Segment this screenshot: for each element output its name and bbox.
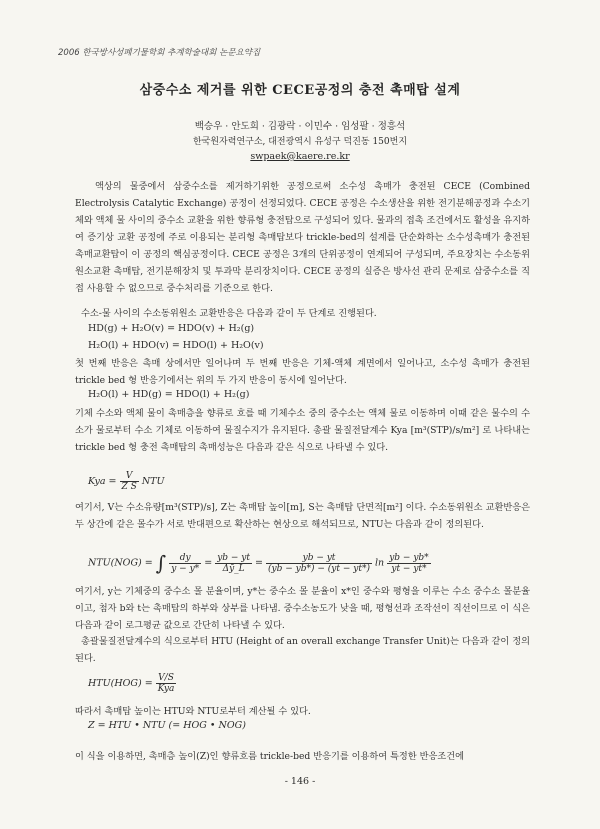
equation-3: H₂O(l) + HD(g) = HDO(l) + H₂(g) bbox=[88, 389, 250, 400]
eq5-integrand-num: dy bbox=[169, 553, 201, 564]
equation-2: H₂O(l) + HDO(v) = HDO(l) + H₂O(v) bbox=[88, 340, 264, 351]
eq6-numerator: V/S bbox=[156, 673, 177, 684]
eq5-integrand-den: y − y* bbox=[171, 563, 200, 574]
equation-z: Z = HTU • NTU (= HOG • NOG) bbox=[88, 720, 246, 731]
integral-sign-icon: ∫ bbox=[155, 551, 167, 575]
paragraph-mass-transfer: 기체 수소와 액체 물이 촉매층을 향류로 흐를 때 기체수소 중의 중수소는 액체 물로 이동하며 이때 같은 물수의 수소가 물로부터 수소 기체로 이동하여 물질수지가 유지된다. 총괄 물질전달계수 Kya [m³(STP)/s/m²] 로 나타내는 trickle bed 형 충전 촉매탑의 촉매성능은 다음과 같은 식으로 나타낼 수 있다. bbox=[75, 408, 530, 453]
paragraph-htu: 총괄물질전달계수의 식으로부터 HTU (Height of an overall exchange Transfer Unit)는 다음과 같이 정의된다. bbox=[75, 636, 530, 664]
affiliation: 한국원자력연구소, 대전광역시 유성구 덕진동 150번지 bbox=[192, 137, 408, 147]
eq5-ln: ln bbox=[375, 557, 385, 569]
paragraph-final: 이 식을 이용하면, 촉매층 높이(Z)인 향류흐름 trickle-bed 반응기를 이용하여 특정한 반응조건에 bbox=[75, 751, 464, 762]
author-list: 백승우 · 안도희 · 김광락 · 이민수 · 임성팔 · 정흥석 bbox=[194, 121, 406, 132]
eq6-fraction bbox=[156, 673, 177, 694]
eq5-right-num: yb − yt bbox=[266, 553, 372, 564]
equation-htu bbox=[88, 673, 176, 694]
eq5-middle-den: Δȳ_L bbox=[222, 563, 245, 574]
paragraph-intro: 액상의 물중에서 삼중수소를 제거하기위한 공정으로써 소수성 촉매가 충전된 CECE (Combined Electrolysis Catalytic Exchange) 공정이 선정되었다. CECE 공정은 수소생산을 위한 전기분해공정과 수소기체와 액체 물 사이의 중수소 교환을 위한 향류형 충전탑으로 구성되어 있다. 물과의 접촉 조건에서도 활성을 유지하여 증기상 교환 공정에 주로 이용되는 분리형 촉매탑보다 trickle-bed의 설계를 단순화하는 소수성촉매가 충전된 촉매교환탑이 이 공정의 핵심공정이다. CECE 공정은 3개의 단위공정이 연계되어 구성되며, 주요장치는 수소동위원소교환 촉매탑, 전기분해장치 및 투과막 분리장치이다. CECE 공정의 실증은 방사선 관리 문제로 삼중수소를 직접 사용할 수 없으므로 중수처리를 기준으로 한다. bbox=[75, 181, 530, 294]
eq5-ln-den: yt − yt* bbox=[391, 563, 427, 574]
eq4-numerator: V bbox=[120, 471, 139, 482]
paragraph-reaction-intro: 수소-물 사이의 수소동위원소 교환반응은 다음과 같이 두 단계로 진행된다. bbox=[81, 308, 377, 319]
author-email: swpaek@kaere.re.kr bbox=[250, 151, 350, 162]
paragraph-height: 따라서 촉매탑 높이는 HTU와 NTU로부터 계산될 수 있다. bbox=[75, 706, 311, 717]
eq6-denominator: Kya bbox=[157, 684, 175, 694]
eq5-integrand bbox=[169, 553, 201, 574]
eq6-lhs: HTU(HOG) = bbox=[88, 678, 153, 689]
eq5-middle-num: yb − yt bbox=[217, 552, 251, 563]
paragraph-symbols: 여기서, y는 기체중의 중수소 몰 분율이며, y*는 중수소 몰 분율이 x*인 중수와 평형을 이루는 수소 중수소 몰분율이고, 첨자 b와 t는 촉매탑의 하부와 상부를 나타냄. 중수소농도가 낮을 때, 평형선과 조작선이 직선이므로 이 식은 다음과 같이 로그평균 값으로 간단히 나타낼 수 있다. bbox=[75, 586, 530, 631]
eq5-right-den: (yb − yb*) − (yt − yt*) bbox=[268, 563, 370, 574]
eq4-fraction bbox=[120, 471, 139, 492]
equation-1: HD(g) + H₂O(v) = HDO(v) + H₂(g) bbox=[88, 323, 255, 334]
eq4-rhs: NTU bbox=[141, 476, 165, 487]
eq5-lhs: NTU(NOG) = bbox=[88, 557, 153, 569]
page-number: - 146 - bbox=[284, 776, 316, 787]
paper-title: 삼중수소 제거를 위한 CECE공정의 충전 촉매탑 설계 bbox=[139, 83, 461, 98]
paragraph-reaction-note: 첫 번째 반응은 촉매 상에서만 일어나며 두 번째 반응은 기체-액체 계면에서 일어나고, 소수성 촉매가 충전된 trickle bed 형 반응기에서는 위의 두 가지 반응이 동시에 일어난다. bbox=[75, 358, 530, 386]
eq4-denominator: Z S bbox=[121, 482, 137, 492]
eq5-right bbox=[266, 553, 372, 574]
running-header: 2006 한국방사성폐기물학회 추계학술대회 논문요약집 bbox=[58, 48, 261, 58]
paragraph-variables: 여기서, V는 수소유량[m³(STP)/s], Z는 촉매탑 높이[m], S는 촉매탑 단면적[m²] 이다. 수소동위원소 교환반응은 두 상간에 같은 몰수가 서로 반대편으로 확산하는 현상으로 해석되므로, NTU는 다음과 같이 정의된다. bbox=[75, 502, 530, 530]
eq5-middle bbox=[215, 553, 252, 574]
eq4-lhs: Kya = bbox=[88, 476, 117, 487]
equation-ntu: NTU(NOG) = ∫ $\frac{dy}{y - y*}$ = $\frac{yb - yt}{\Delta ȳ\_L}$ = $\frac{yb - yt}{(yb - yb*) - (yt - yt*)}$ ln $\frac{yb - yb*}{yt - yt*}$ bbox=[88, 551, 429, 575]
eq5-ln-num: yb − yb* bbox=[389, 552, 429, 563]
eq5-ln-fraction bbox=[387, 553, 430, 574]
equation-kya bbox=[88, 471, 165, 492]
